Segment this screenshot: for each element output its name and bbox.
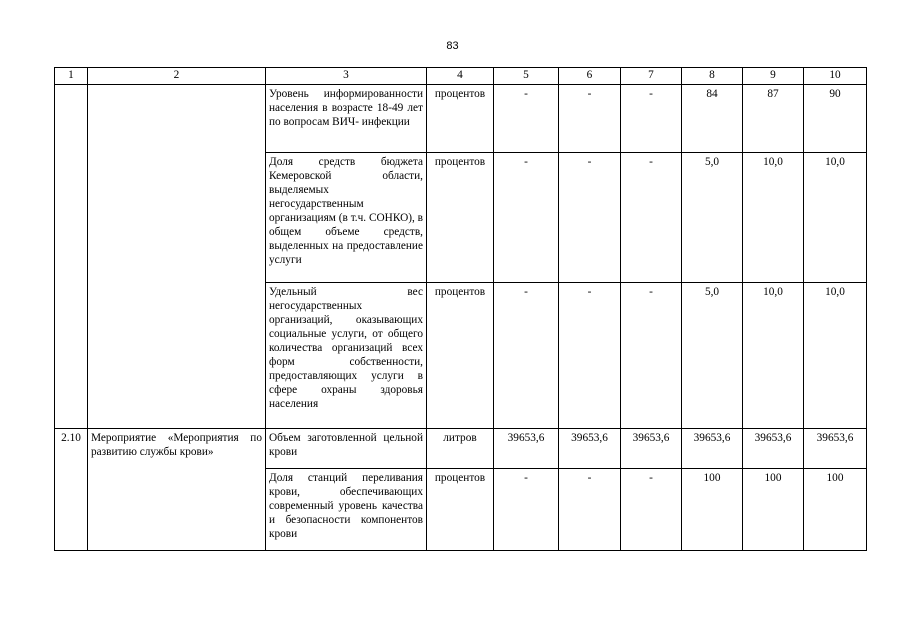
value-cell: 90 — [804, 85, 867, 153]
table-row — [55, 429, 867, 469]
header-cell: 1 — [55, 68, 88, 85]
unit-cell: процентов — [427, 153, 494, 283]
header-cell: 9 — [743, 68, 804, 85]
indicator-cell: Доля станций переливания крови, обеспечивающих современный уровень качества и безопасности компонентов крови — [266, 469, 427, 551]
value-cell: - — [559, 469, 621, 551]
value-cell: - — [494, 153, 559, 283]
value-cell: 39653,6 — [804, 429, 867, 469]
table-row — [55, 85, 867, 153]
value-cell: 5,0 — [682, 153, 743, 283]
measure-cell: Мероприятие «Мероприятия по развитию службы крови» — [88, 429, 266, 469]
value-cell: - — [621, 85, 682, 153]
unit-cell: процентов — [427, 283, 494, 429]
value-cell: 39653,6 — [682, 429, 743, 469]
value-cell: - — [494, 469, 559, 551]
header-cell: 3 — [266, 68, 427, 85]
number-cell — [55, 469, 88, 551]
header-cell: 8 — [682, 68, 743, 85]
measure-cell — [88, 153, 266, 283]
value-cell: 39653,6 — [494, 429, 559, 469]
value-cell: 100 — [804, 469, 867, 551]
value-cell: - — [559, 283, 621, 429]
indicator-cell: Удельный вес негосударственных организаций, оказывающих социальные услуги, от общего количества организаций всех форм собственности, предоставляющих услуги в сфере охраны здоровья населения — [266, 283, 427, 429]
header-cell: 5 — [494, 68, 559, 85]
value-cell: 10,0 — [804, 283, 867, 429]
number-cell — [55, 85, 88, 153]
value-cell: 10,0 — [743, 283, 804, 429]
table-row — [55, 283, 867, 429]
value-cell: - — [559, 85, 621, 153]
value-cell: - — [621, 283, 682, 429]
measure-cell — [88, 85, 266, 153]
value-cell: 84 — [682, 85, 743, 153]
header-cell: 7 — [621, 68, 682, 85]
page-number: 83 — [446, 40, 459, 52]
value-cell: 39653,6 — [621, 429, 682, 469]
value-cell: 87 — [743, 85, 804, 153]
number-cell: 2.10 — [55, 429, 88, 469]
header-cell: 2 — [88, 68, 266, 85]
unit-cell: литров — [427, 429, 494, 469]
value-cell: 10,0 — [804, 153, 867, 283]
table-row — [55, 469, 867, 551]
value-cell: - — [494, 283, 559, 429]
header-cell: 6 — [559, 68, 621, 85]
measure-cell — [88, 283, 266, 429]
value-cell: 39653,6 — [743, 429, 804, 469]
number-cell — [55, 153, 88, 283]
indicator-cell: Доля средств бюджета Кемеровской области, выделяемых негосударственным организациям (в т.ч. СОНКО), в общем объеме средств, выделенных на предоставление услуги — [266, 153, 427, 283]
indicators-table — [54, 67, 867, 551]
value-cell: - — [621, 153, 682, 283]
unit-cell: процентов — [427, 469, 494, 551]
number-cell — [55, 283, 88, 429]
value-cell: - — [494, 85, 559, 153]
header-cell: 4 — [427, 68, 494, 85]
unit-cell: процентов — [427, 85, 494, 153]
table-header-row — [55, 68, 867, 85]
value-cell: - — [559, 153, 621, 283]
indicator-cell: Объем заготовленной цельной крови — [266, 429, 427, 469]
value-cell: - — [621, 469, 682, 551]
measure-cell — [88, 469, 266, 551]
value-cell: 10,0 — [743, 153, 804, 283]
value-cell: 39653,6 — [559, 429, 621, 469]
value-cell: 100 — [682, 469, 743, 551]
value-cell: 100 — [743, 469, 804, 551]
table-row — [55, 153, 867, 283]
header-cell: 10 — [804, 68, 867, 85]
value-cell: 5,0 — [682, 283, 743, 429]
indicator-cell: Уровень информированности населения в возрасте 18-49 лет по вопросам ВИЧ- инфекции — [266, 85, 427, 153]
